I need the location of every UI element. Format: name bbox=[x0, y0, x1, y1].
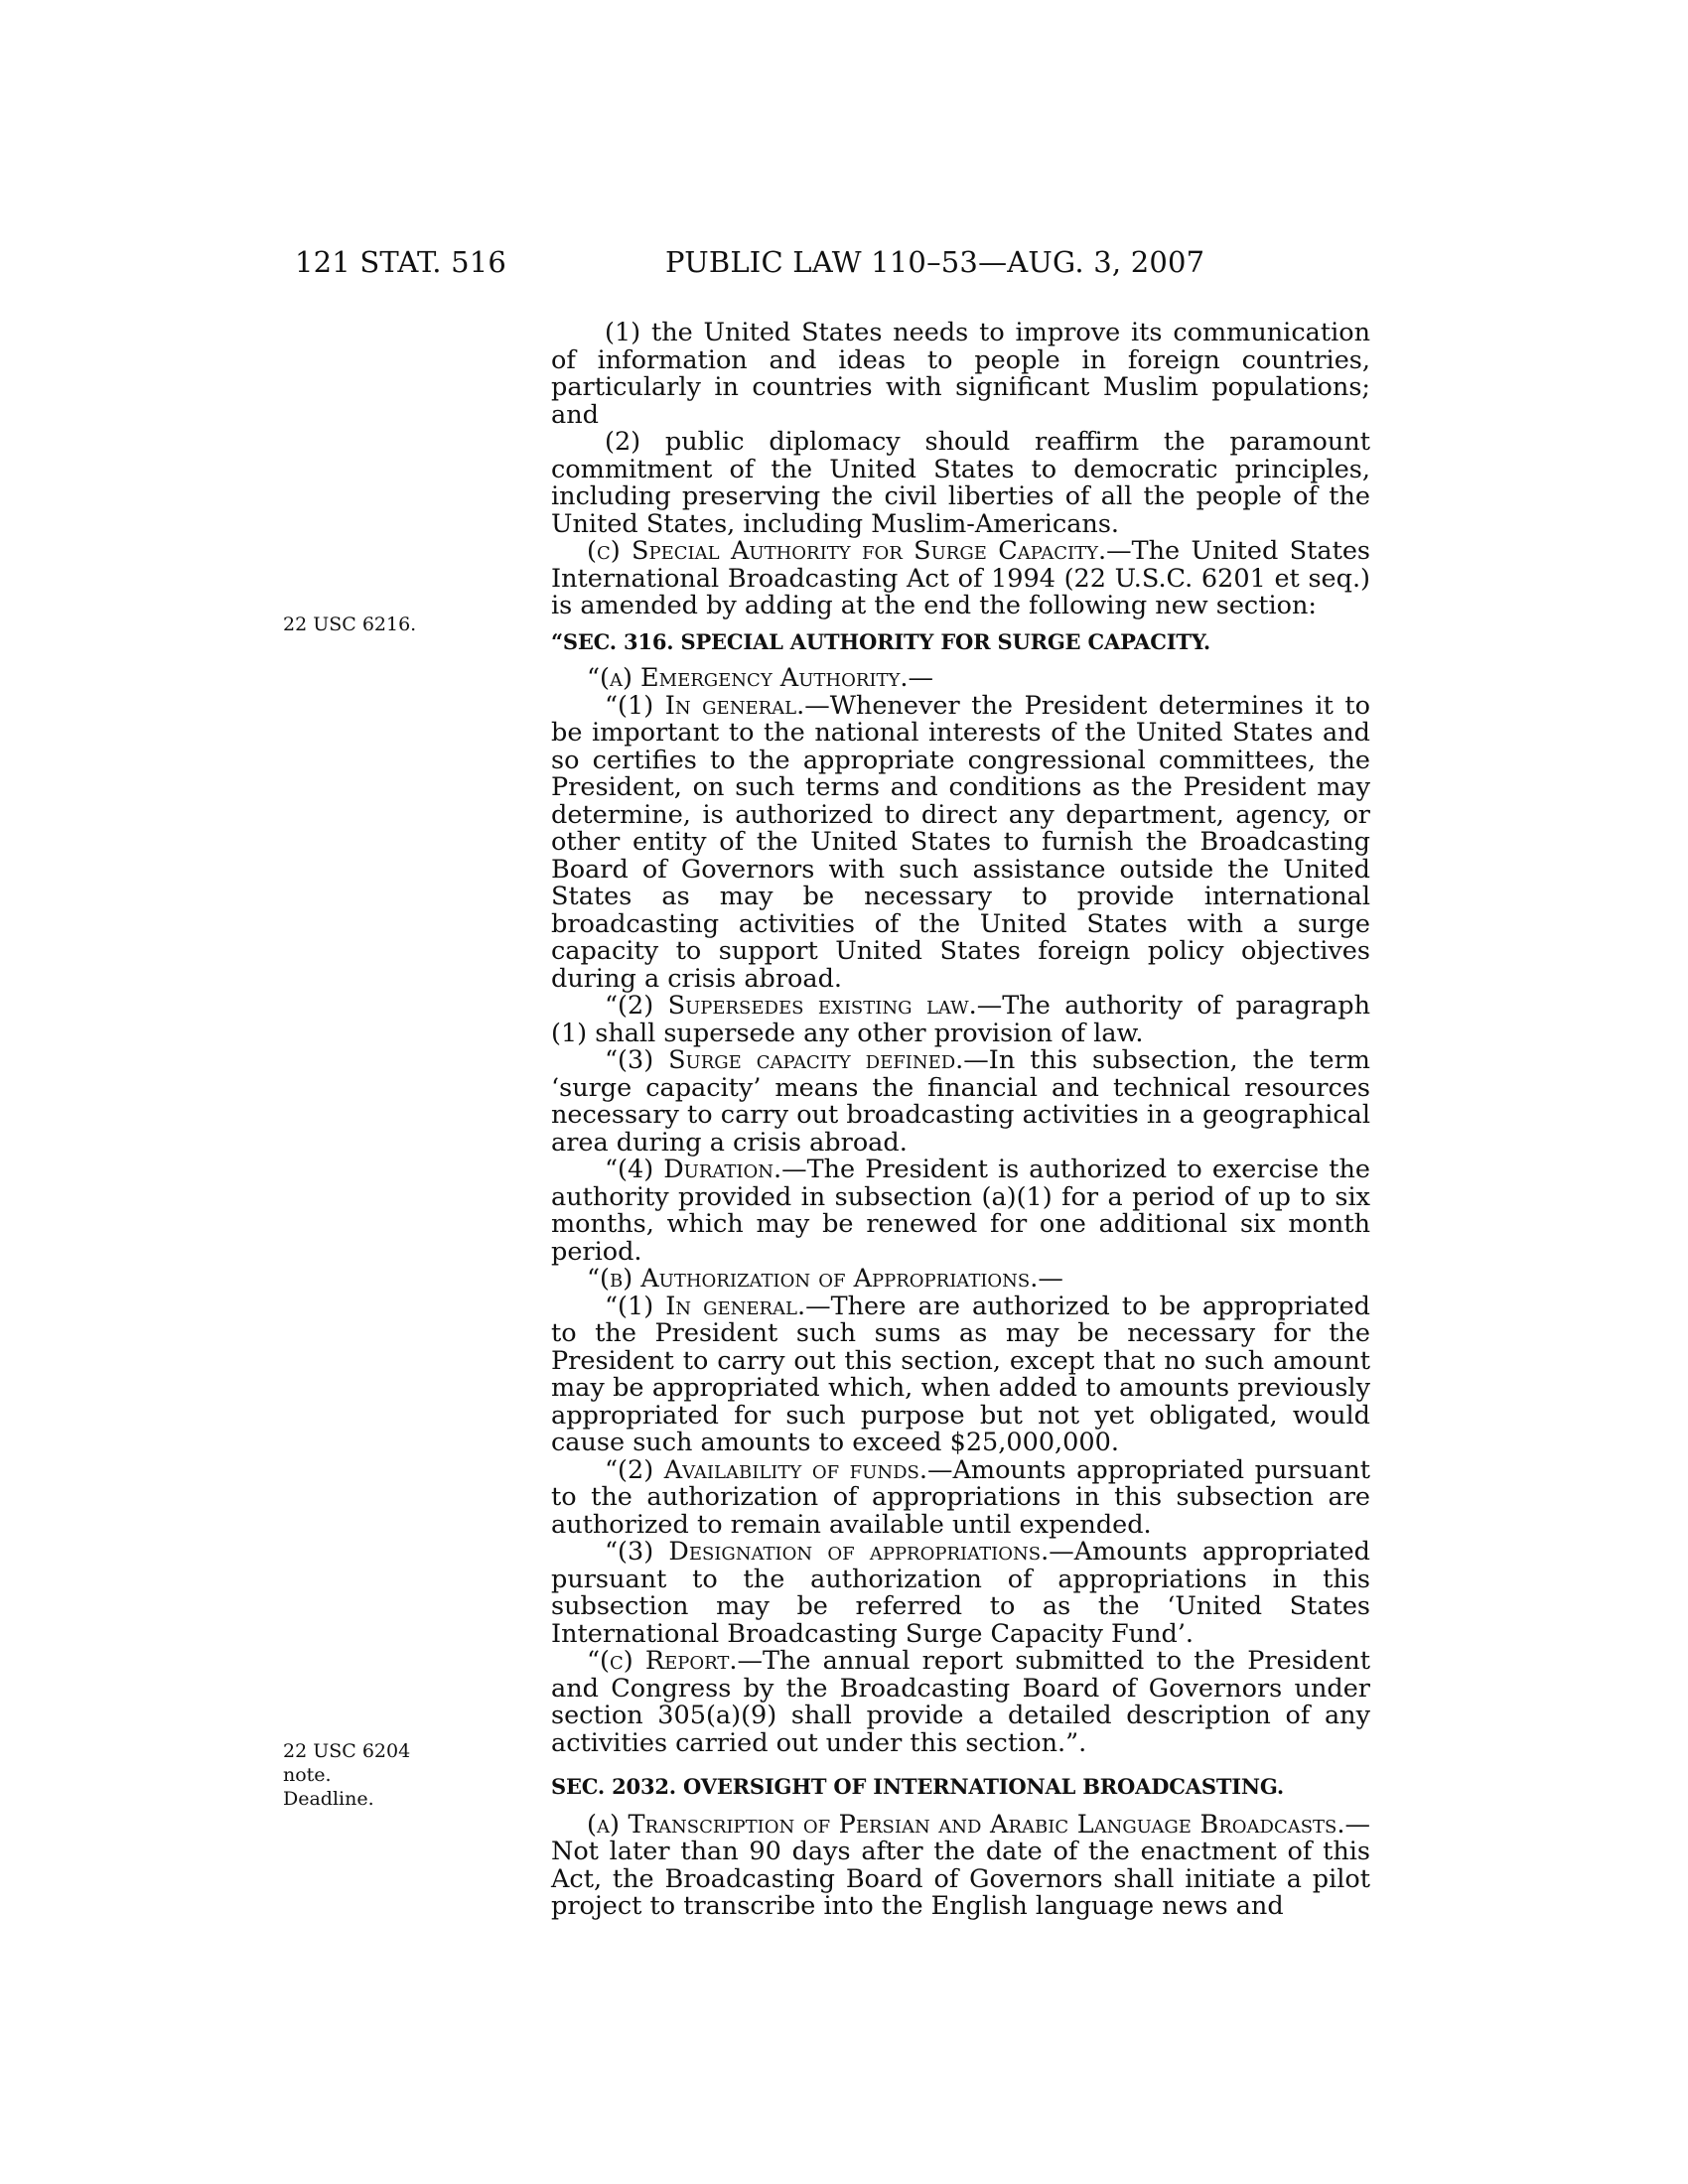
paragraph-text: —Amounts appropriated pursuant to the authorization of appropriations in this subsection are authorized to remain available until expended. bbox=[551, 1454, 1370, 1540]
paragraph bbox=[551, 1047, 1370, 1157]
statute-body bbox=[551, 320, 1370, 1921]
paragraph-heading: “(1) In general. bbox=[605, 690, 805, 721]
paragraph bbox=[551, 1454, 1370, 1540]
dash: — bbox=[1038, 1264, 1063, 1294]
margin-note-usc-6216: 22 USC 6216. bbox=[283, 614, 417, 635]
paragraph bbox=[551, 1291, 1370, 1457]
paragraph-heading: “(3) Designation of appropriations. bbox=[605, 1537, 1050, 1567]
stat-page-number: 121 STAT. 516 bbox=[295, 245, 507, 279]
margin-note-usc-6204 bbox=[283, 1739, 462, 1811]
paragraph bbox=[551, 993, 1370, 1047]
paragraph-text: —The authority of paragraph (1) shall supersede any other provision of law. bbox=[551, 991, 1370, 1048]
paragraph-heading: “(2) Supersedes existing law. bbox=[605, 991, 977, 1021]
subsection-heading: “(a) Emergency Authority. bbox=[587, 663, 909, 693]
paragraph-text: —The annual report submitted to the President and Congress by the Broadcasting Board of Governors under section 305(a)(9) shall provide a detailed description of any activities carried out under this section.”. bbox=[551, 1646, 1370, 1758]
paragraph-heading: “(1) In general. bbox=[605, 1291, 806, 1321]
subsection-heading: “(c) Report. bbox=[587, 1646, 738, 1676]
paragraph-heading: “(4) Duration. bbox=[605, 1155, 782, 1184]
subsection-heading: (c) Special Authority for Surge Capacity. bbox=[587, 536, 1107, 566]
paragraph-heading: “(2) Availability of funds. bbox=[605, 1454, 927, 1485]
paragraph bbox=[551, 1266, 1370, 1294]
dash: — bbox=[908, 663, 934, 693]
paragraph-heading: “(3) Surge capacity defined. bbox=[605, 1045, 964, 1075]
margin-note-line: Deadline. bbox=[283, 1788, 374, 1810]
paragraph bbox=[551, 690, 1371, 994]
paragraph-text: —Amounts appropriated pursuant to the authorization of appropriations in this subsection may be referred to as the ‘United States International Broadcasting Surge Capacity Fund’. bbox=[551, 1537, 1370, 1649]
margin-note-line: 22 USC 6204 bbox=[283, 1740, 411, 1762]
paragraph: (2) public diplomacy should reaffirm the paramount commitment of the United States to democratic principles, including preserving the civil liberties of all the people of the United States, including Muslim-Americans. bbox=[551, 427, 1370, 539]
paragraph-text: —There are authorized to be appropriated to the President such sums as may be necessary for the President to carry out this section, except that no such amount may be appropriated which, when added to amounts previously appropriated for such purpose but not yet obligated, would cause such amounts to exceed $25,000,000. bbox=[551, 1291, 1370, 1457]
subsection-heading: “(b) Authorization of Appropriations. bbox=[587, 1264, 1039, 1294]
page-header bbox=[0, 245, 1688, 285]
paragraph-text: —In this subsection, the term ‘surge capacity’ means the financial and technical resources necessary to carry out broadcasting activities in a geographical area during a crisis abroad. bbox=[551, 1045, 1370, 1158]
paragraph bbox=[551, 1809, 1370, 1921]
section-heading-2032: SEC. 2032. OVERSIGHT OF INTERNATIONAL BROADCASTING. bbox=[551, 1774, 1284, 1799]
paragraph bbox=[551, 1539, 1370, 1648]
paragraph-text: —Whenever the President determines it to be important to the national interests of the United States and so certifies to the appropriate congressional committees, the President, on such terms and conditions as the President may determine, is authorized to direct any department, agency, or other entity of the United States to furnish the Broadcasting Board of Governors with such assistance outside the United States as may be necessary to provide international broadcasting activities of the United States with a surge capacity to support United States foreign policy objectives during a crisis abroad. bbox=[551, 690, 1371, 994]
running-title: PUBLIC LAW 110–53—AUG. 3, 2007 bbox=[665, 245, 1205, 279]
subsection-heading: (a) Transcription of Persian and Arabic Language Broadcasts. bbox=[587, 1809, 1345, 1840]
paragraph bbox=[551, 538, 1370, 620]
paragraph bbox=[551, 1157, 1370, 1266]
paragraph-text: —The President is authorized to exercise the authority provided in subsection (a)(1) for a period of up to six months, which may be renewed for one additional six month period. bbox=[551, 1155, 1370, 1267]
margin-note-line: note. bbox=[283, 1764, 332, 1786]
paragraph-text: —Not later than 90 days after the date of the enactment of this Act, the Broadcasting Board of Governors shall initiate a pilot project to transcribe into the English language news and bbox=[551, 1809, 1370, 1921]
paragraph-text: —The United States International Broadcasting Act of 1994 (22 U.S.C. 6201 et seq.) is amended by adding at the end the following new section: bbox=[551, 536, 1370, 620]
paragraph: (1) the United States needs to improve its communication of information and ideas to people in foreign countries, particularly in countries with significant Muslim populations; and bbox=[551, 318, 1370, 430]
paragraph bbox=[551, 1648, 1370, 1757]
paragraph bbox=[551, 665, 1370, 693]
section-heading-316: “SEC. 316. SPECIAL AUTHORITY FOR SURGE CAPACITY. bbox=[551, 628, 1210, 654]
